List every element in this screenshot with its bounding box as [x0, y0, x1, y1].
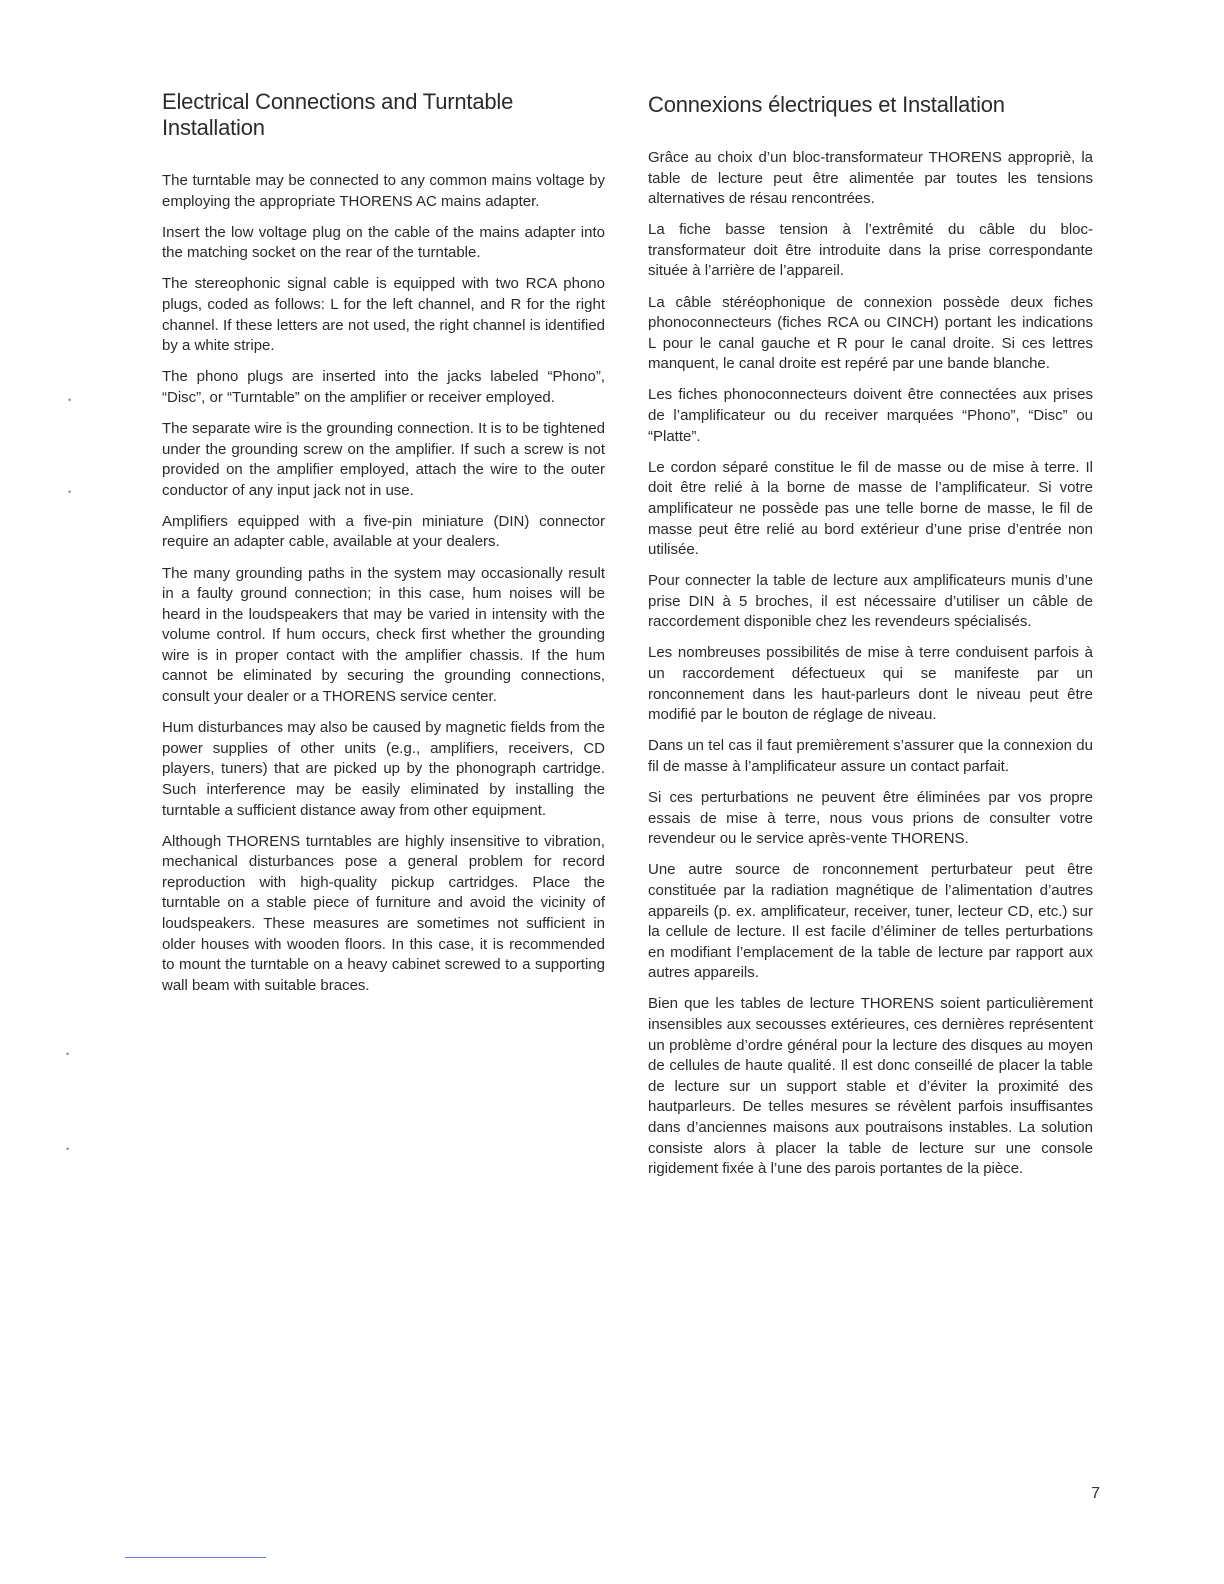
french-paragraph: Les nombreuses possibilités de mise à terre conduisent parfois à un raccordement défectueux qui se manifeste par un ronconnement dans les haut-parleurs dont le niveau peut être modifié par le bouton de réglage de niveau. [648, 644, 1093, 724]
scan-speck: • [68, 487, 72, 497]
french-paragraph: Bien que les tables de lecture THORENS soient particulièrement insensibles aux secousses extérieures, ces dernières représentent un problème d’ordre général pour la lecture des disques au moyen de cellules de haute qualité. Il est donc conseillé de placer la table de lecture sur un support stable et d’éviter la proximité des hautparleurs. De telles mesures se révèlent parfois insuffisantes dans d’anciennes maisons aux poutraisons instables. La solution consiste alors à placer la table de lecture sur une console rigidement fixée à l’une des parois portantes de la pièce. [648, 995, 1093, 1178]
english-body [162, 171, 605, 1007]
french-paragraph: Grâce au choix d’un bloc-transformateur THORENS appropriè, la table de lecture peut être alimentée par toutes les tensions alternatives de résau rencontrées. [648, 149, 1093, 208]
footer-rule [125, 1557, 266, 1558]
scan-speck: • [68, 395, 72, 405]
scan-speck: • [66, 1144, 70, 1154]
english-paragraph: Insert the low voltage plug on the cable of the mains adapter into the matching socket on the rear of the turntable. [162, 223, 605, 262]
english-paragraph: The turntable may be connected to any common mains voltage by employing the appropriate THORENS AC mains adapter. [162, 172, 605, 210]
english-paragraph: Although THORENS turntables are highly insensitive to vibration, mechanical disturbances pose a general problem for record reproduction with high-quality pickup cartridges. Place the turntable on a stable piece of furniture and avoid the vicinity of loudspeakers. These measures are sometimes not sufficient in older houses with wooden floors. In this case, it is recommended to mount the turntable on a heavy cabinet screwed to a supporting wall beam with suitable braces. [162, 832, 605, 994]
english-paragraph: Hum disturbances may also be caused by magnetic fields from the power supplies of other units (e.g., amplifiers, receivers, CD players, tuners) that are picked up by the phonograph cartridge. Such interference may be easily eliminated by installing the turntable a sufficient distance away from other equipment. [162, 719, 605, 819]
scan-speck: • [66, 1049, 70, 1059]
french-paragraph: Pour connecter la table de lecture aux amplificateurs munis d’une prise DIN à 5 broches, il est nécessaire d’utiliser un câble de raccordement disponible chez les revendeurs spécialisés. [648, 572, 1093, 631]
french-paragraph: La câble stéréophonique de connexion possède deux fiches phonoconnecteurs (fiches RCA ou CINCH) portant les indications L pour le canal gauche et R pour le canal droite. Si ces lettres manquent, le canal droite est repéré par une bande blanche. [648, 293, 1093, 373]
french-paragraph: Les fiches phonoconnecteurs doivent être connectées aux prises de l’amplificateur ou du receiver marquées “Phono”, “Disc” ou “Platte”. [648, 386, 1093, 445]
french-paragraph: Le cordon séparé constitue le fil de masse ou de mise à terre. Il doit être relié à la borne de masse de l’amplificateur. Si votre amplificateur ne possède pas une telle borne de masse, le fil de masse peut être relié au bord extérieur d’une prise d’entrée non utilisée. [648, 458, 1093, 559]
english-paragraph: Amplifiers equipped with a five-pin miniature (DIN) connector require an adapter cable, available at your dealers. [162, 512, 605, 551]
english-paragraph: The separate wire is the grounding connection. It is to be tightened under the grounding screw on the amplifier. If such a screw is not provided on the amplifier employed, attach the wire to the outer conductor of any input jack not in use. [162, 419, 605, 499]
english-section-title: Electrical Connections and Turntable Installation [162, 89, 514, 140]
english-paragraph: The many grounding paths in the system may occasionally result in a faulty ground connection; in this case, hum noises will be heard in the loudspeakers that may be varied in intensity with the volume control. If hum occurs, check first whether the grounding wire is in proper contact with the amplifier chassis. If the hum cannot be eliminated by securing the grounding connections, consult your dealer or a THORENS service center. [162, 564, 605, 706]
french-paragraph: Une autre source de ronconnement perturbateur peut être constituée par la radiation magnétique de l’alimentation d’autres appareils (p. ex. amplificateur, receiver, tuner, lecteur CD, etc.) sur la cellule de lecture. Il est facile d’éliminer de telles perturbations en modifiant l’emplacement de la table de lecture par rapport aux autres appareils. [648, 861, 1093, 982]
english-paragraph: The stereophonic signal cable is equipped with two RCA phono plugs, coded as follows: L for the left channel, and R for the right channel. If these letters are not used, the right channel is identified by a white stripe. [162, 275, 605, 355]
french-body [648, 148, 1093, 1190]
english-paragraph: The phono plugs are inserted into the jacks labeled “Phono”, “Disc”, or “Turntable” on the amplifier or receiver employed. [162, 368, 605, 406]
french-paragraph: La fiche basse tension à l’extrêmité du câble du bloc-transformateur doit être introduite dans la prise correspondante située à l’arrière de l’appareil. [648, 221, 1093, 280]
french-paragraph: Dans un tel cas il faut premièrement s’assurer que la connexion du fil de masse à l’amplificateur assure un contact parfait. [648, 737, 1093, 775]
french-section-title: Connexions électriques et Installation [648, 92, 1005, 117]
page-number: 7 [1091, 1485, 1100, 1502]
french-paragraph: Si ces perturbations ne peuvent être éliminées par vos propre essais de mise à terre, nous vous prions de consulter votre revendeur ou le service après-vente THORENS. [648, 789, 1093, 848]
